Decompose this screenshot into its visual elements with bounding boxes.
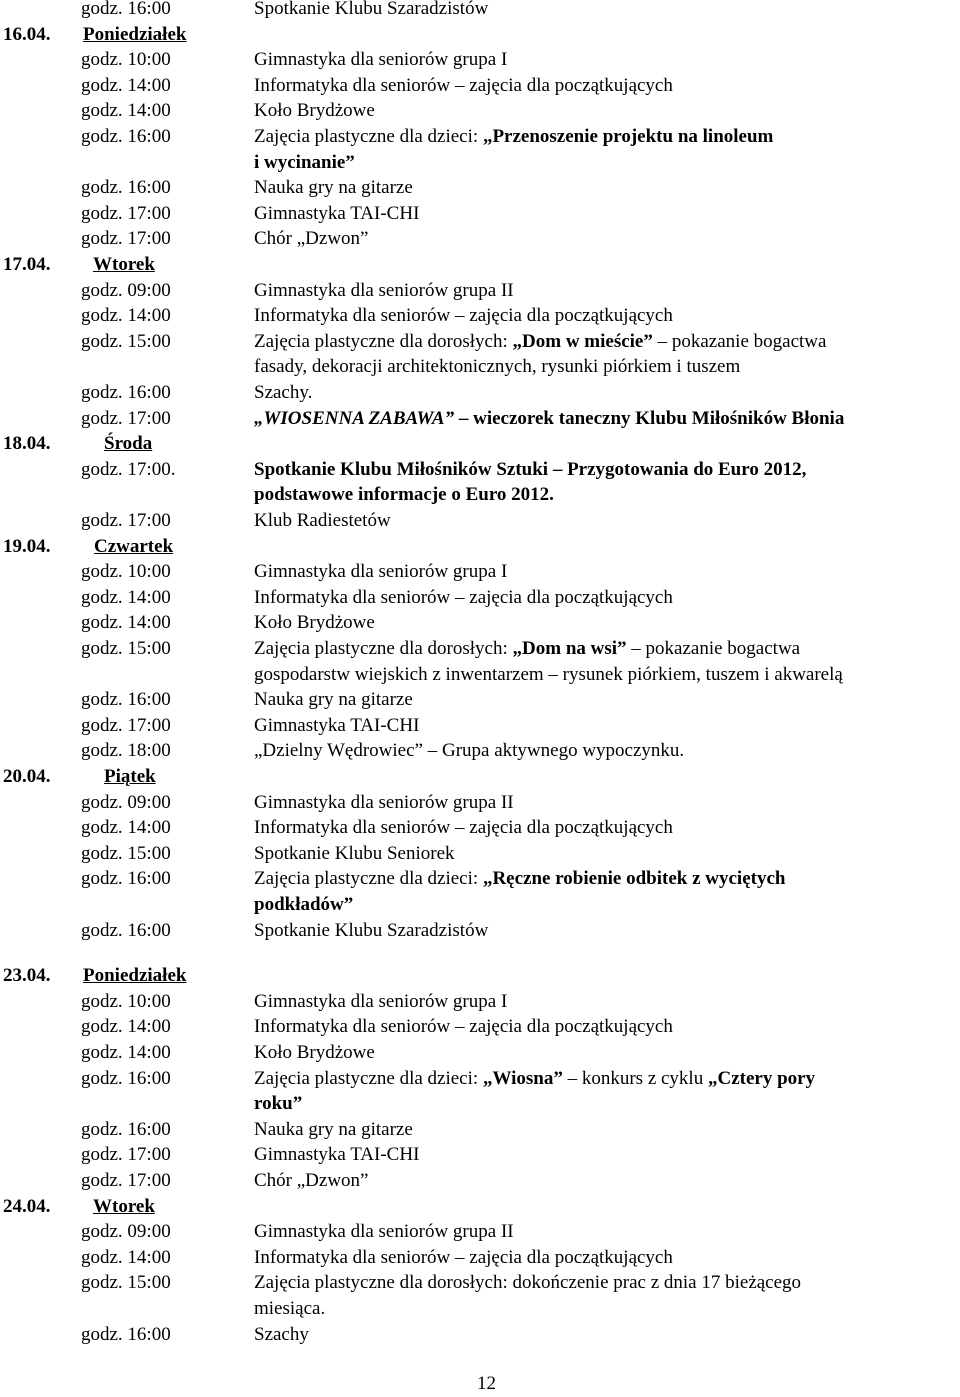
- event-time: godz. 14:00: [81, 305, 171, 326]
- description-segment: Informatyka dla seniorów – zajęcia dla początkujących: [254, 305, 673, 326]
- event-description: [254, 989, 507, 1015]
- event-time: godz. 14:00: [81, 100, 171, 121]
- event-description: [254, 457, 806, 483]
- description-segment: Gimnastyka dla seniorów grupa I: [254, 991, 508, 1012]
- description-segment: Zajęcia plastyczne dla dzieci:: [254, 868, 483, 889]
- event-time: godz. 17:00: [81, 1170, 171, 1191]
- event-time: godz. 16:00: [81, 1119, 171, 1140]
- day-name: Czwartek: [94, 536, 174, 557]
- event-description: [254, 559, 507, 585]
- event-description: [254, 124, 773, 150]
- event-description: [254, 1322, 309, 1348]
- description-segment: roku”: [254, 1093, 303, 1114]
- description-segment: Gimnastyka dla seniorów grupa I: [254, 49, 508, 70]
- event-description: [254, 226, 369, 252]
- event-time: godz. 17:00: [81, 1144, 171, 1165]
- event-description: [254, 1245, 673, 1271]
- day-date: 18.04.: [3, 433, 51, 454]
- event-time: godz. 15:00: [81, 843, 171, 864]
- event-time: godz. 16:00: [81, 920, 171, 941]
- event-time: godz. 14:00: [81, 612, 171, 633]
- event-description: [254, 1066, 815, 1092]
- event-description: [254, 73, 673, 99]
- description-segment: Zajęcia plastyczne dla dorosłych:: [254, 331, 513, 352]
- event-description: [254, 278, 514, 304]
- event-description: [254, 98, 375, 124]
- description-segment: Informatyka dla seniorów – zajęcia dla początkujących: [254, 1247, 673, 1268]
- event-time: godz. 10:00: [81, 561, 171, 582]
- event-description: [254, 0, 488, 22]
- description-segment: Gimnastyka TAI-CHI: [254, 203, 420, 224]
- event-description: [254, 918, 488, 944]
- description-segment: i wycinanie”: [254, 152, 355, 173]
- event-time: godz. 10:00: [81, 991, 171, 1012]
- description-segment: – pokazanie bogactwa: [626, 638, 801, 659]
- day-date: 24.04.: [3, 1196, 51, 1217]
- day-date: 17.04.: [3, 254, 51, 275]
- description-segment: podstawowe informacje o Euro 2012.: [254, 484, 554, 505]
- day-date: 23.04.: [3, 965, 51, 986]
- description-segment: gospodarstw wiejskich z inwentarzem – rysunek piórkiem, tuszem i akwarelą: [254, 664, 843, 685]
- event-description: [254, 406, 844, 432]
- event-time: godz. 14:00: [81, 1247, 171, 1268]
- event-time: godz. 18:00: [81, 740, 171, 761]
- event-description: [254, 150, 355, 176]
- event-time: godz. 15:00: [81, 331, 171, 352]
- event-description: [254, 303, 673, 329]
- event-time: godz. 17:00: [81, 510, 171, 531]
- description-segment: – konkurs z cyklu: [562, 1068, 708, 1089]
- description-segment: Klub Radiestetów: [254, 510, 391, 531]
- event-time: godz. 17:00: [81, 715, 171, 736]
- event-time: godz. 16:00: [81, 0, 171, 19]
- description-segment: Koło Brydżowe: [254, 100, 375, 121]
- description-segment: Spotkanie Klubu Szaradzistów: [254, 0, 489, 19]
- description-segment: Nauka gry na gitarze: [254, 689, 413, 710]
- description-segment: Gimnastyka TAI-CHI: [254, 1144, 420, 1165]
- description-segment: Nauka gry na gitarze: [254, 177, 413, 198]
- event-time: godz. 17:00.: [81, 459, 176, 480]
- event-description: [254, 1219, 514, 1245]
- description-segment: Zajęcia plastyczne dla dorosłych:: [254, 638, 513, 659]
- event-description: [254, 662, 843, 688]
- event-time: godz. 15:00: [81, 638, 171, 659]
- day-name: Piątek: [104, 766, 156, 787]
- event-time: godz. 14:00: [81, 817, 171, 838]
- event-description: [254, 1296, 325, 1322]
- description-segment: Spotkanie Klubu Miłośników Sztuki – Przygotowania do Euro 2012,: [254, 459, 807, 480]
- day-date: 20.04.: [3, 766, 51, 787]
- event-time: godz. 14:00: [81, 587, 171, 608]
- event-description: [254, 866, 785, 892]
- description-segment: „Przenoszenie projektu na linoleum: [482, 126, 774, 147]
- day-name: Środa: [104, 433, 153, 454]
- event-description: [254, 1270, 801, 1296]
- description-segment: Nauka gry na gitarze: [254, 1119, 413, 1140]
- day-name: Wtorek: [93, 254, 155, 275]
- event-description: [254, 47, 507, 73]
- event-time: godz. 16:00: [81, 1068, 171, 1089]
- event-time: godz. 16:00: [81, 382, 171, 403]
- description-segment: Szachy: [254, 1324, 309, 1345]
- description-segment: Spotkanie Klubu Seniorek: [254, 843, 455, 864]
- description-segment: Gimnastyka dla seniorów grupa II: [254, 1221, 514, 1242]
- description-segment: podkładów”: [254, 894, 354, 915]
- event-time: godz. 09:00: [81, 1221, 171, 1242]
- description-segment: „Dom w mieście”: [512, 331, 653, 352]
- event-time: godz. 16:00: [81, 126, 171, 147]
- event-time: godz. 09:00: [81, 792, 171, 813]
- event-time: godz. 16:00: [81, 177, 171, 198]
- description-segment: Zajęcia plastyczne dla dzieci:: [254, 126, 483, 147]
- event-description: [254, 892, 353, 918]
- event-description: [254, 329, 826, 355]
- description-segment: Informatyka dla seniorów – zajęcia dla początkujących: [254, 1016, 673, 1037]
- day-name: Poniedziałek: [83, 24, 187, 45]
- event-description: [254, 380, 312, 406]
- description-segment: „Dom na wsi”: [512, 638, 627, 659]
- event-time: godz. 16:00: [81, 1324, 171, 1345]
- description-segment: Informatyka dla seniorów – zajęcia dla początkujących: [254, 75, 673, 96]
- description-segment: fasady, dekoracji architektonicznych, rysunki piórkiem i tuszem: [254, 356, 741, 377]
- event-description: [254, 815, 673, 841]
- event-time: godz. 16:00: [81, 689, 171, 710]
- day-date: 16.04.: [3, 24, 51, 45]
- description-segment: „Cztery pory: [707, 1068, 816, 1089]
- event-time: godz. 14:00: [81, 1042, 171, 1063]
- description-segment: Zajęcia plastyczne dla dzieci:: [254, 1068, 483, 1089]
- description-segment: – pokazanie bogactwa: [652, 331, 827, 352]
- event-time: godz. 17:00: [81, 228, 171, 249]
- event-description: [254, 738, 684, 764]
- description-segment: Koło Brydżowe: [254, 612, 375, 633]
- description-segment: Koło Brydżowe: [254, 1042, 375, 1063]
- page-number: 12: [477, 1373, 496, 1394]
- event-description: [254, 610, 375, 636]
- description-segment: Szachy.: [254, 382, 313, 403]
- description-segment: Chór „Dzwon”: [254, 1170, 369, 1191]
- description-segment: „Dzielny Wędrowiec” – Grupa aktywnego wypoczynku.: [254, 740, 685, 761]
- event-description: [254, 841, 455, 867]
- description-segment: Gimnastyka dla seniorów grupa I: [254, 561, 508, 582]
- event-description: [254, 1168, 369, 1194]
- event-time: godz. 17:00: [81, 408, 171, 429]
- description-segment: „Ręczne robienie odbitek z wyciętych: [482, 868, 786, 889]
- event-time: godz. 14:00: [81, 1016, 171, 1037]
- description-segment: Spotkanie Klubu Szaradzistów: [254, 920, 489, 941]
- day-name: Wtorek: [93, 1196, 155, 1217]
- description-segment: Gimnastyka dla seniorów grupa II: [254, 280, 514, 301]
- description-segment: „Wiosna”: [482, 1068, 563, 1089]
- description-segment: Chór „Dzwon”: [254, 228, 369, 249]
- event-time: godz. 15:00: [81, 1272, 171, 1293]
- event-description: [254, 508, 391, 534]
- day-date: 19.04.: [3, 536, 51, 557]
- event-description: [254, 1040, 375, 1066]
- event-description: [254, 636, 800, 662]
- description-segment: Zajęcia plastyczne dla dorosłych: dokończenie prac z dnia 17 bieżącego: [254, 1272, 802, 1293]
- event-time: godz. 16:00: [81, 868, 171, 889]
- event-description: [254, 713, 419, 739]
- event-description: [254, 354, 740, 380]
- event-description: [254, 687, 413, 713]
- event-time: godz. 10:00: [81, 49, 171, 70]
- description-segment: miesiąca.: [254, 1298, 326, 1319]
- description-segment: Informatyka dla seniorów – zajęcia dla początkujących: [254, 587, 673, 608]
- description-segment: Gimnastyka dla seniorów grupa II: [254, 792, 514, 813]
- description-segment: – wieczorek taneczny Klubu Miłośników Błonia: [454, 408, 845, 429]
- event-description: [254, 175, 413, 201]
- event-description: [254, 201, 419, 227]
- event-time: godz. 09:00: [81, 280, 171, 301]
- event-description: [254, 790, 514, 816]
- event-description: [254, 1014, 673, 1040]
- event-description: [254, 585, 673, 611]
- event-time: godz. 17:00: [81, 203, 171, 224]
- event-description: [254, 482, 554, 508]
- description-segment: [254, 408, 454, 429]
- event-description: [254, 1117, 413, 1143]
- description-segment: „WIOSENNA ZABAWA”: [254, 408, 455, 429]
- event-time: godz. 14:00: [81, 75, 171, 96]
- event-description: [254, 1091, 302, 1117]
- event-description: [254, 1142, 419, 1168]
- description-segment: Informatyka dla seniorów – zajęcia dla początkujących: [254, 817, 673, 838]
- day-name: Poniedziałek: [83, 965, 187, 986]
- description-segment: Gimnastyka TAI-CHI: [254, 715, 420, 736]
